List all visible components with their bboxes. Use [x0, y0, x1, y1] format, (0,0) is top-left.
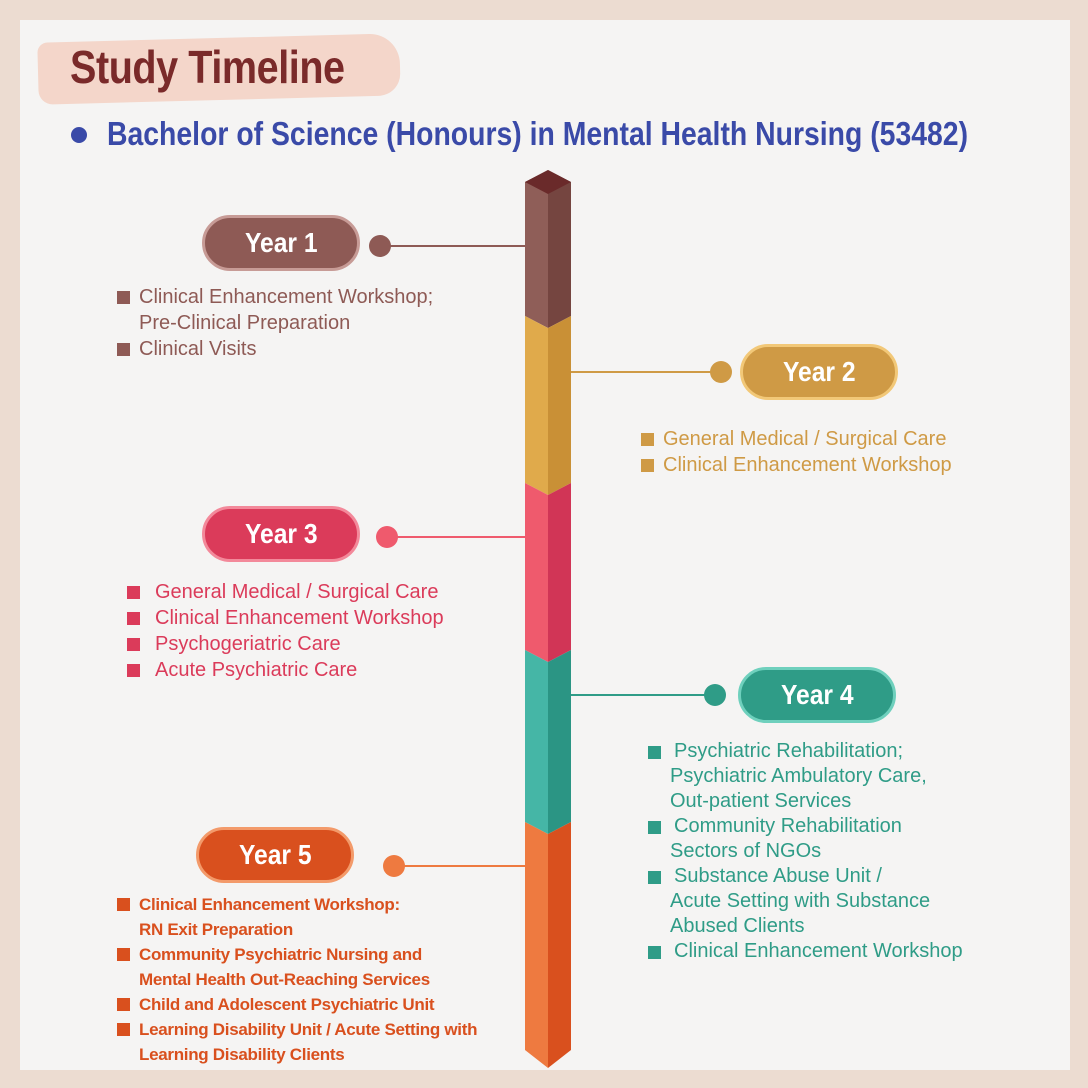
- year-2-connector-dot: [710, 361, 732, 383]
- year-3-item-text: Psychogeriatric Care: [155, 633, 341, 655]
- year-3-item-text: Acute Psychiatric Care: [155, 659, 358, 681]
- year-4-item: [648, 814, 963, 864]
- year-5-item-text: Clinical Enhancement Workshop: RN Exit Preparation: [139, 895, 400, 939]
- year-1-item-list: [117, 284, 433, 362]
- year-3-item: [127, 605, 444, 631]
- pillar-segment-year-2: [525, 316, 571, 495]
- year-5-item-text: Community Psychiatric Nursing and Mental Health Out-Reaching Services: [139, 945, 430, 989]
- year-2-connector-line: [571, 371, 721, 373]
- year-4-connector-line: [571, 694, 716, 696]
- year-5-connector-line: [399, 865, 525, 867]
- pillar-segment-year-4: [525, 650, 571, 834]
- year-1-label: Year 1: [244, 227, 318, 258]
- year-3-connector-line: [392, 536, 525, 538]
- year-3-item-list: [127, 579, 444, 683]
- year-4-item-text: Psychiatric Rehabilitation; Psychiatric Ambulatory Care, Out-patient Services: [670, 740, 927, 812]
- year-4-item-text: Substance Abuse Unit / Acute Setting with Substance Abused Clients: [670, 865, 931, 937]
- year-3-item: [127, 631, 444, 657]
- year-1-item-text: Clinical Enhancement Workshop; Pre-Clinical Preparation: [139, 286, 434, 334]
- year-4-badge: [738, 667, 896, 723]
- year-3-label: Year 3: [244, 518, 318, 549]
- year-5-item: [117, 1017, 477, 1067]
- year-5-item-text: Learning Disability Unit / Acute Setting with Learning Disability Clients: [139, 1020, 478, 1064]
- pillar-segment-year-5: [525, 822, 571, 1068]
- year-4-item-text: Clinical Enhancement Workshop: [674, 940, 963, 962]
- year-3-item: [127, 579, 444, 605]
- year-2-label: Year 2: [782, 356, 856, 387]
- year-1-item: [117, 284, 433, 336]
- year-5-item: [117, 892, 477, 942]
- year-3-badge: [202, 506, 360, 562]
- year-1-item: [117, 336, 433, 362]
- year-1-badge: [202, 215, 360, 271]
- pillar-segment-year-3: [525, 483, 571, 662]
- page-title: Study Timeline: [70, 41, 345, 93]
- programme-subtitle: Bachelor of Science (Honours) in Mental Health Nursing (53482): [107, 115, 969, 152]
- year-4-item: [648, 739, 963, 814]
- year-5-label: Year 5: [238, 839, 312, 870]
- year-3-item-text: General Medical / Surgical Care: [155, 581, 439, 603]
- year-2-badge: [740, 344, 898, 400]
- year-5-item: [117, 942, 477, 992]
- year-4-item: [648, 864, 963, 939]
- year-3-item: [127, 657, 444, 683]
- year-1-item-text: Clinical Visits: [139, 338, 257, 360]
- year-4-connector-dot: [704, 684, 726, 706]
- year-2-item-list: [641, 426, 952, 478]
- year-4-item: [648, 939, 963, 964]
- year-4-item-list: [648, 739, 963, 964]
- year-1-connector-line: [385, 245, 525, 247]
- year-2-item: [641, 452, 952, 478]
- year-4-label: Year 4: [780, 679, 854, 710]
- year-3-item-text: Clinical Enhancement Workshop: [155, 607, 444, 629]
- year-2-item: [641, 426, 952, 452]
- year-5-badge: [196, 827, 354, 883]
- year-2-item-text: Clinical Enhancement Workshop: [663, 454, 952, 476]
- year-5-item: [117, 992, 477, 1017]
- year-5-item-list: [117, 892, 477, 1067]
- year-4-item-text: Community Rehabilitation Sectors of NGOs: [670, 815, 902, 862]
- year-5-item-text: Child and Adolescent Psychiatric Unit: [139, 995, 435, 1014]
- year-2-item-text: General Medical / Surgical Care: [663, 428, 947, 450]
